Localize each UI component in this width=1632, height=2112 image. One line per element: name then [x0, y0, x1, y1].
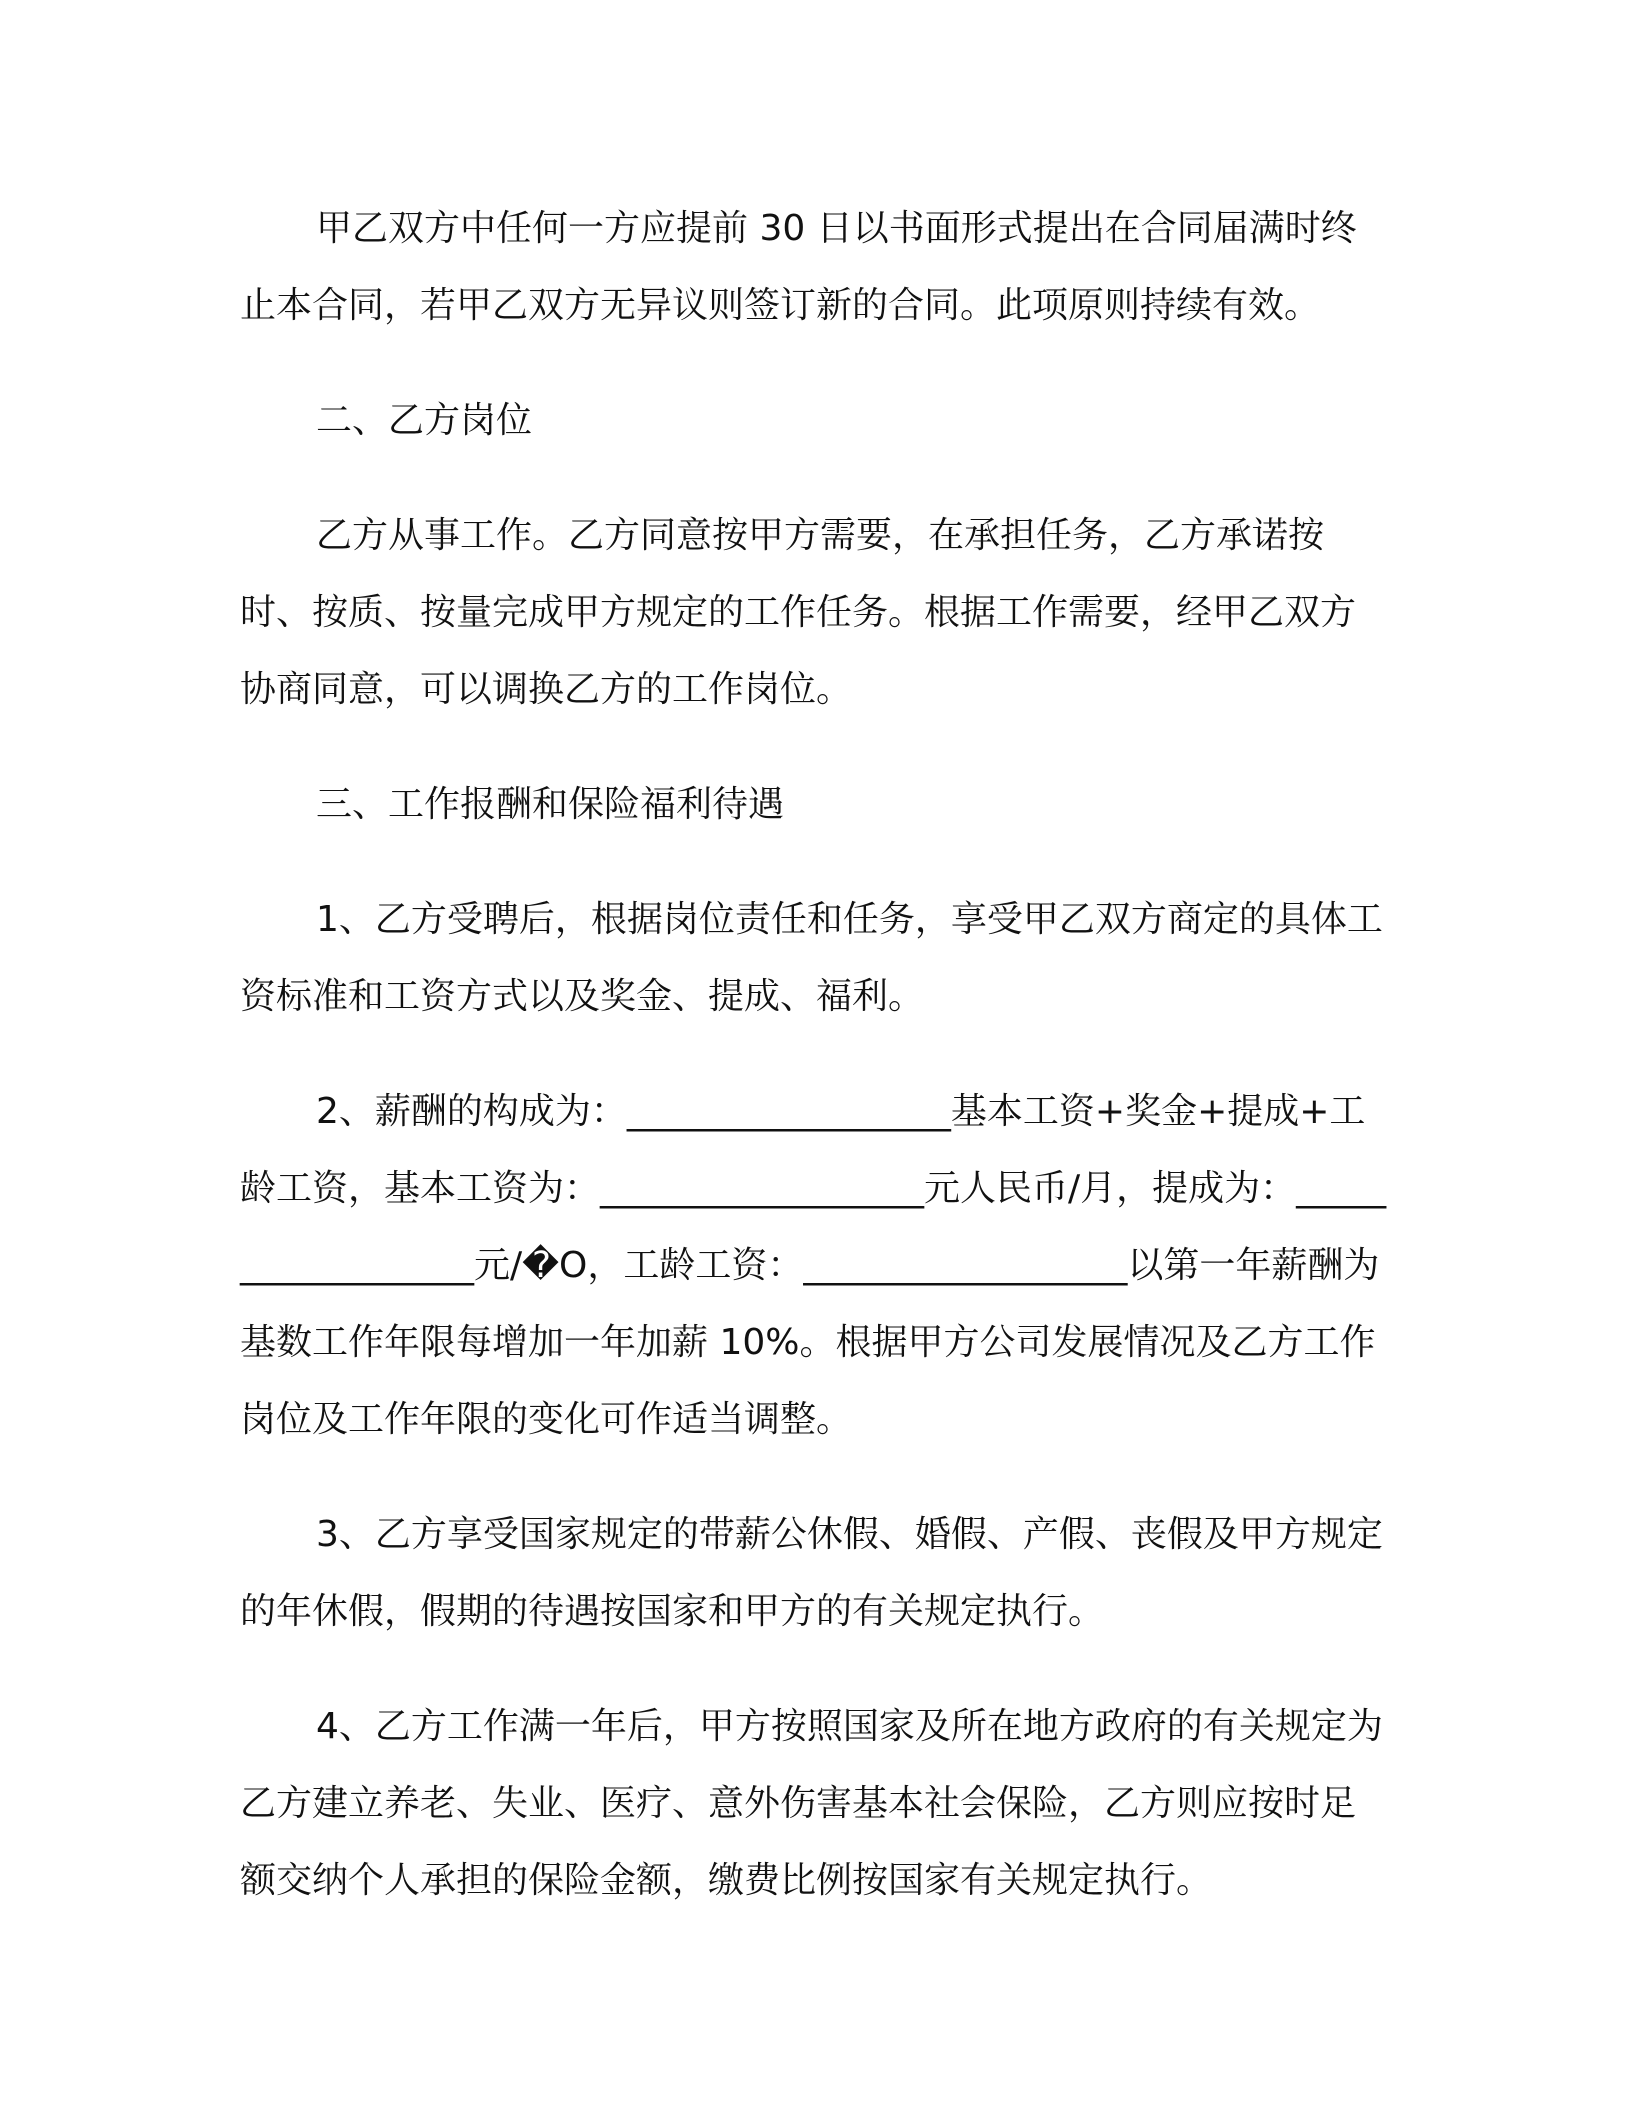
- section-heading-compensation: 三、工作报酬和保险福利待遇: [316, 784, 785, 825]
- paragraph-contract-termination: 甲乙双方中任何一方应提前 30 日以书面形式提出在合同届满时终止本合同，若甲乙双方无异议则签订新的合同。此项原则持续有效。: [240, 208, 1357, 326]
- paragraph-position-duties: 乙方从事工作。乙方同意按甲方需要，在承担任务，乙方承诺按时、按质、按量完成甲方规定的工作任务。根据工作需要，经甲乙双方协商同意，可以调换乙方的工作岗位。: [240, 515, 1357, 710]
- paragraph-compensation-2: 2、薪酬的构成为：__________________基本工资+奖金+提成+工龄工资，基本工资为：__________________元人民币/月，提成为：__________________元/�O，工龄工资：__________________以第一年薪酬为基数工作年限每增加一年加薪 10%。根据甲方公司发展情况及乙方工作岗位及工作年限的变化可作适当调整。: [240, 1091, 1387, 1440]
- section-heading-position: 二、乙方岗位: [316, 400, 533, 441]
- paragraph-compensation-3: 3、乙方享受国家规定的带薪公休假、婚假、产假、丧假及甲方规定的年休假，假期的待遇按国家和甲方的有关规定执行。: [240, 1514, 1383, 1632]
- paragraph-compensation-4: 4、乙方工作满一年后，甲方按照国家及所在地方政府的有关规定为乙方建立养老、失业、医疗、意外伤害基本社会保险，乙方则应按时足额交纳个人承担的保险金额，缴费比例按国家有关规定执行。: [240, 1706, 1383, 1901]
- paragraph-compensation-1: 1、乙方受聘后，根据岗位责任和任务，享受甲乙双方商定的具体工资标准和工资方式以及奖金、提成、福利。: [240, 899, 1383, 1017]
- document-body: [240, 190, 1390, 1919]
